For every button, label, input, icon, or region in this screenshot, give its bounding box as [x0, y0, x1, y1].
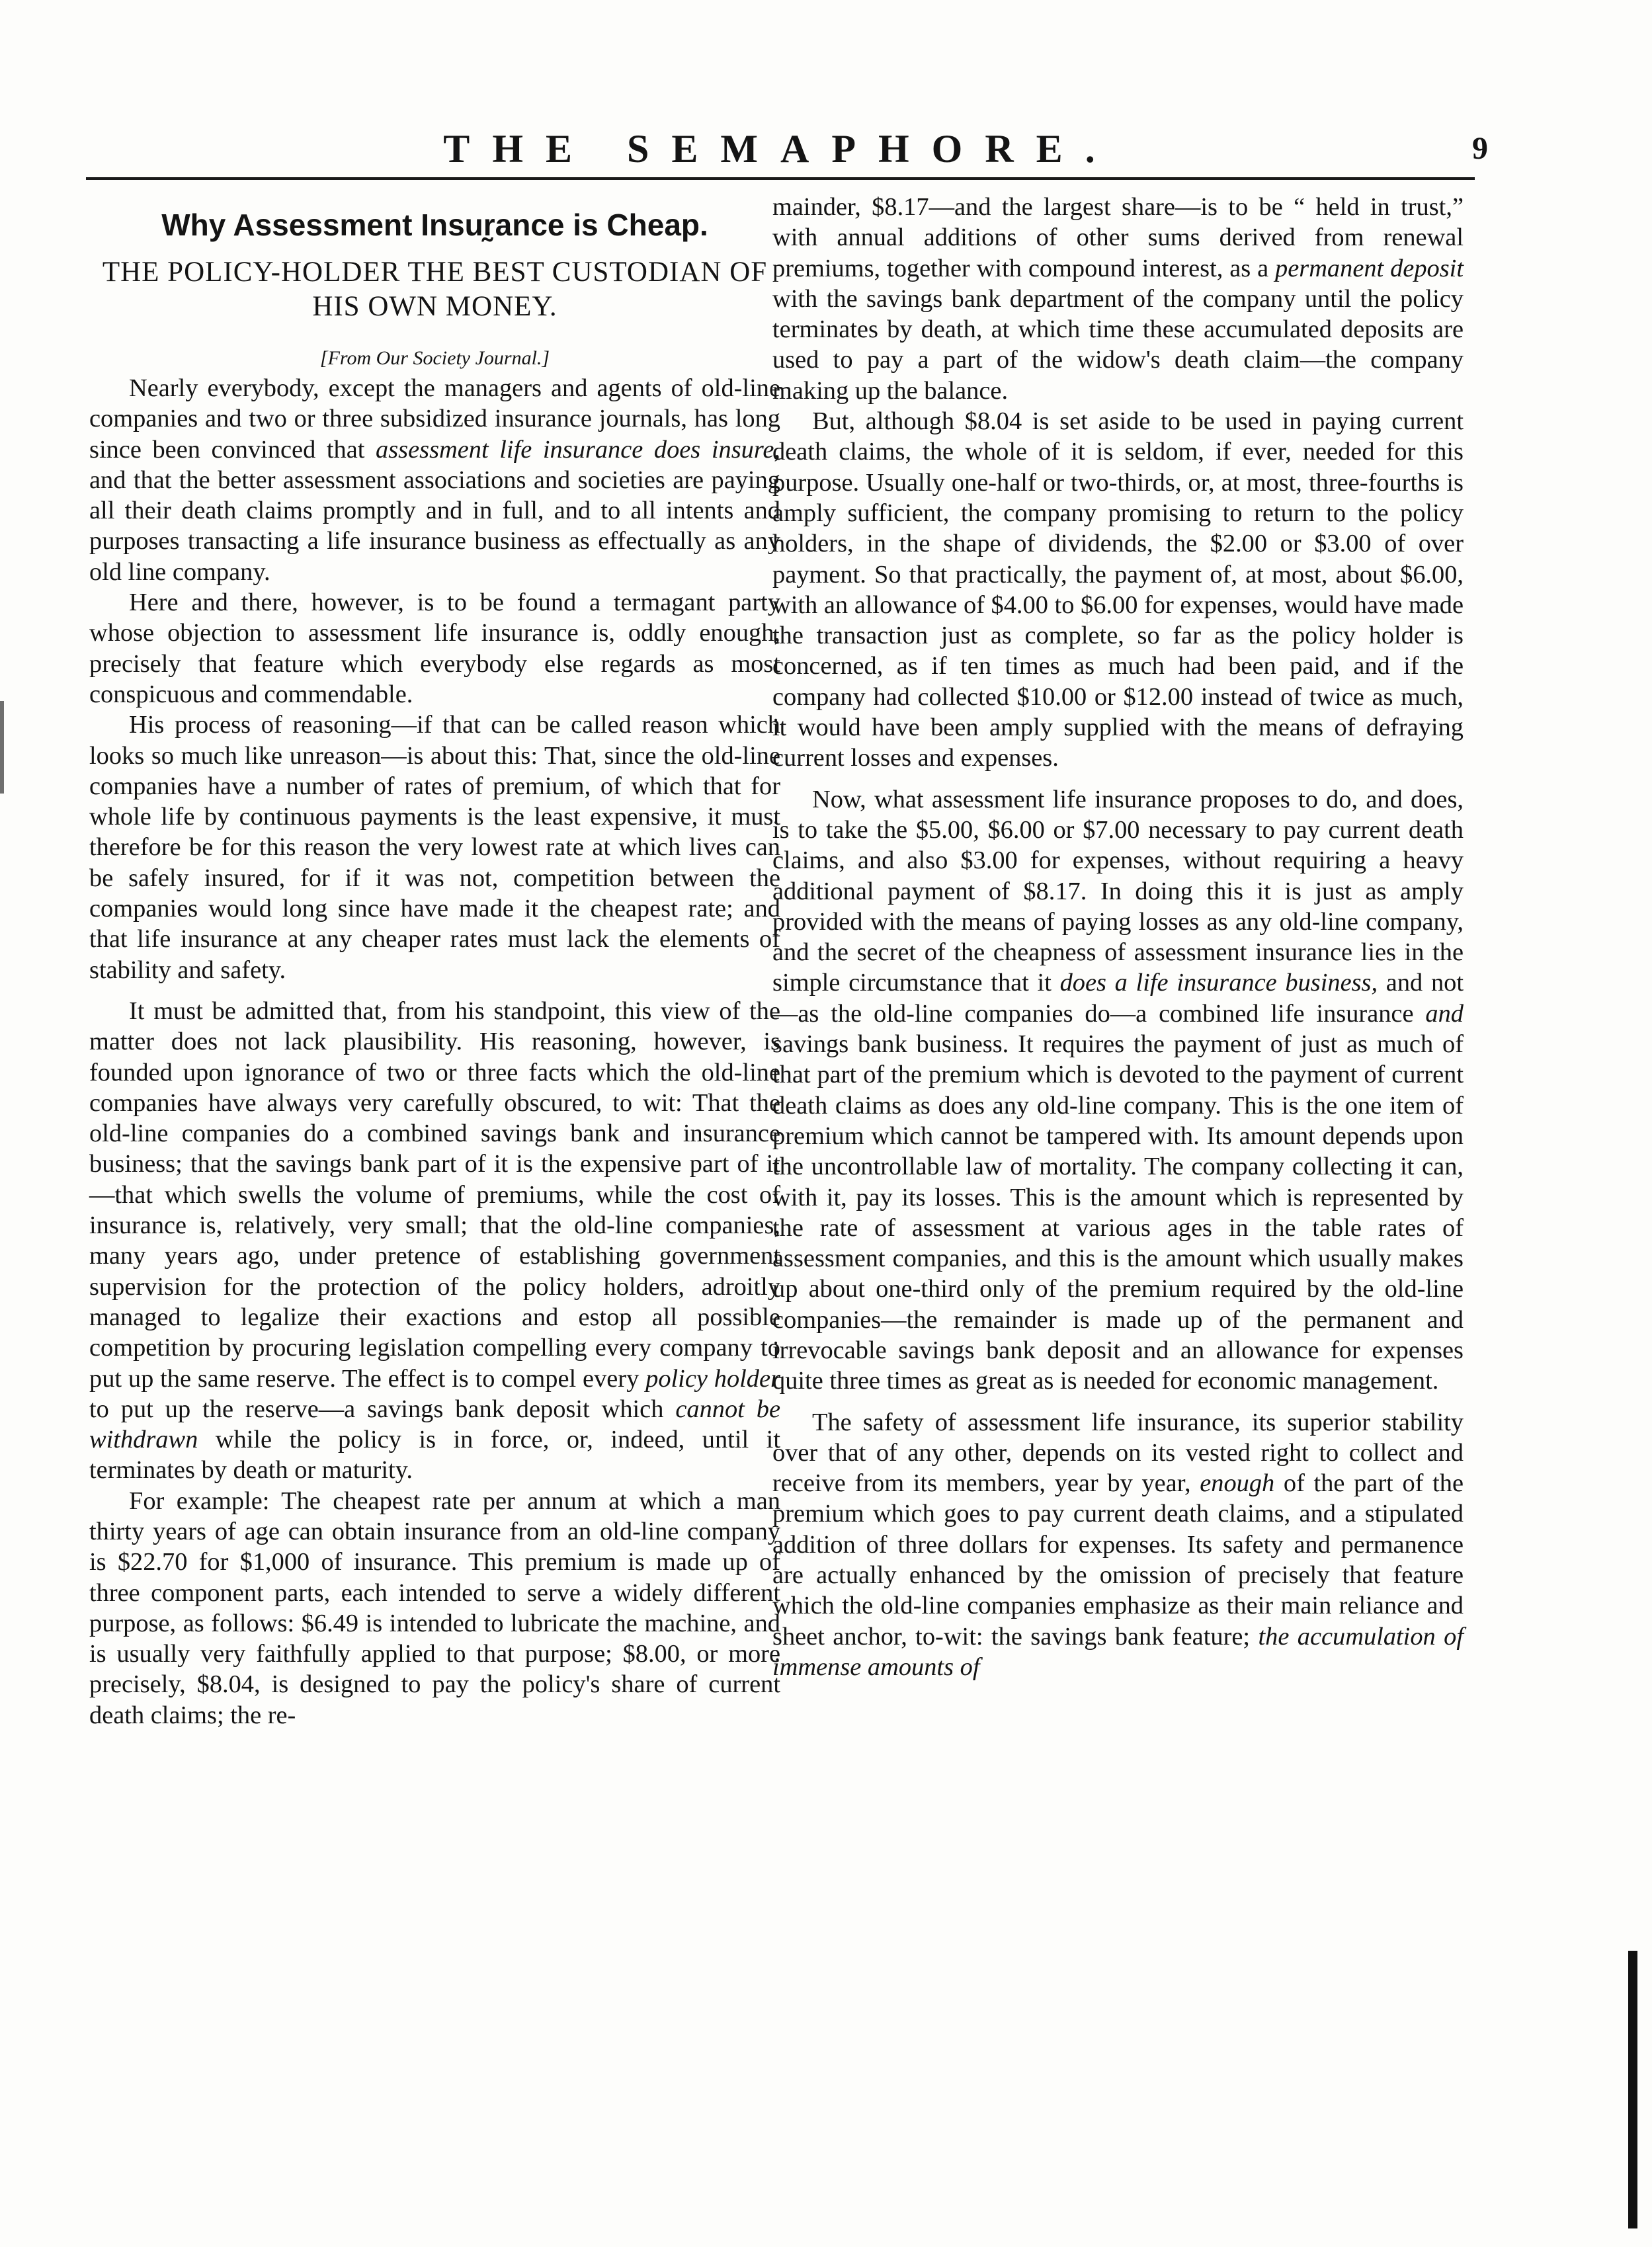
paragraph [772, 784, 1464, 1397]
paragraph: But, although $8.04 is set aside to be used in paying current death claims, the whole of it is seldom, if ever, needed for this purpose. Usually one-half or two-thirds, or, at most, three-fourths is amply sufficient, the company promising to return to the policy holders, in the shape of dividends, the $2.00 or $3.00 of over payment. So that practically, the payment of, at most, about $6.00, with an allowance of $4.00 to $6.00 for expenses, would have made the transaction just as complete, so far as the policy holder is concerned, as if ten times as much had been paid, and if the company had collected $10.00 or $12.00 instead of twice as much, it would have been amply supplied with the means of defraying current losses and expenses. [772, 407, 1464, 772]
emphasis-text: the accumulation of immense amounts of [772, 1622, 1464, 1681]
masthead [86, 119, 1488, 179]
paragraph-text: of the part of the premium which goes to pay current death claims, and a stipulated addition of three dollars for expenses. Its safety and permanence are actually enhanced by the omission of precisely that feature which the old-line companies emphasize as their main reliance and sheet anchor, to-wit: the savings bank feature; [772, 1469, 1464, 1651]
paragraph-text: while the policy is in force, or, indeed, until it terminates by death or maturity. [89, 1426, 780, 1485]
right-column [772, 192, 1464, 1682]
paragraph-text: to put up the reserve—a savings bank deposit which [89, 1395, 676, 1423]
emphasis-text: cannot be withdrawn [89, 1395, 780, 1454]
emphasis-text: assessment life insurance does insure, [376, 435, 780, 464]
left-column [89, 192, 780, 1731]
emphasis-text: policy holder [645, 1364, 780, 1393]
paragraph-text: Now, what assessment life insurance proposes to do, and does, is to take the $5.00, $6.00 or $7.00 necessary to pay current death claims, and also $3.00 for expenses, without requiring a heavy additional payment of $8.17. In doing this it is just as amply provided with the means of paying losses as any old-line company, and the secret of the cheapness of assessment insurance lies in the simple circumstance that it [772, 785, 1464, 997]
emphasis-text: enough [1200, 1469, 1275, 1498]
page-number: 9 [1472, 131, 1488, 166]
masthead-rule [86, 177, 1475, 180]
emphasis-text: does a life insurance business, [1059, 969, 1378, 997]
page-edge-mark [1628, 1951, 1637, 2228]
paragraph-text: and not—as the old-line companies do—a combined life insurance [772, 969, 1464, 1028]
emphasis-text: and [1425, 999, 1464, 1028]
paragraph-text: Nearly everybody, except the managers and agents of old-line companies and two or three subsidized insurance journals, has long since been convinced that [89, 374, 780, 464]
paragraph [89, 373, 780, 587]
paragraph: Here and there, however, is to be found a termagant party whose objection to assessment life insurance is, oddly enough, precisely that feature which everybody else regards as most conspicuous and commendable. [89, 589, 780, 708]
paragraph [772, 1407, 1464, 1683]
article-title: Why Assessment Insur̰ance is Cheap. [161, 208, 708, 242]
paragraph-text: and that the better assessment associations and societies are paying all their death claims promptly and in full, and to all intents and purposes transacting a life insurance business as effectually as any old line company. [89, 466, 780, 586]
paragraph-text: mainder, $8.17—and the largest share—is to be “ held in trust,” with annual additions of other sums derived from renewal premiums, together with compound interest, as a [772, 193, 1464, 282]
paragraph: For example: The cheapest rate per annum at which a man thirty years of age can obtain insurance from an old-line company is $22.70 for $1,000 of insurance. This premium is made up of three component parts, each intended to serve a widely different purpose, as follows: $6.49 is intended to lubricate the machine, and is usually very faithfully applied to that purpose; $8.00, or more precisely, $8.04, is designed to pay the policy's share of current death claims; the re- [89, 1487, 780, 1729]
paragraph-text: with the savings bank department of the company until the policy terminates by death, at which time these accumulated deposits are used to pay a part of the widow's death claim—the company making up the balance. [772, 284, 1464, 405]
paragraph [89, 996, 780, 1486]
masthead-title: THE SEMAPHORE. [443, 127, 1118, 171]
paragraph [772, 192, 1464, 406]
article-subtitle: THE POLICY-HOLDER THE BEST CUSTODIAN OF HIS OWN MONEY. [102, 257, 768, 322]
source-note: [From Our Society Journal.] [319, 347, 550, 369]
paragraph-text: The safety of assessment life insurance, its superior stability over that of any other, depends on its vested right to collect and receive from its members, year by year, [772, 1408, 1464, 1498]
page-edge-mark [0, 701, 4, 794]
paragraph: His process of reasoning—if that can be called reason which looks so much like unreason—is about this: That, since the old-line companies have a number of rates of premium, of which that for whole life by continuous payments is the least expensive, it must therefore be for this reason the very lowest rate at which lives can be safely insured, for if it was not, competition between the companies would long since have made it the cheapest rate; and that life insurance at any cheaper rates must lack the elements of stability and safety. [89, 711, 780, 984]
paragraph-text: It must be admitted that, from his standpoint, this view of the matter does not lack plausibility. His reasoning, however, is founded upon ignorance of two or three facts which the old-line companies have always very carefully obscured, to wit: That the old-line companies do a combined savings bank and insurance business; that the savings bank part of it is the expensive part of it—that which swells the volume of premiums, while the cost of insurance is, relatively, very small; that the old-line companies, many years ago, under pretence of establishing government supervision for the protection of the policy holders, adroitly managed to legalize their exactions and estop all possible competition by procuring legislation compelling every company to put up the same reserve. The effect is to compel every [89, 997, 780, 1393]
paragraph-text: savings bank business. It requires the payment of just as much of that part of the premium which is devoted to the payment of current death claims as does any old-line company. This is the one item of premium which cannot be tampered with. Its amount depends upon the uncontrollable law of mortality. The company collecting it can, with it, pay its losses. This is the amount which is represented by the rate of assessment at various ages in the table rates of assessment companies, and this is the amount which usually makes up about one-third only of the premium required by the old-line companies—the remainder is made up of the permanent and irrevocable savings bank deposit and an allowance for expenses quite three times as great as is needed for economic management. [772, 1030, 1464, 1395]
emphasis-text: permanent deposit [1275, 254, 1464, 282]
